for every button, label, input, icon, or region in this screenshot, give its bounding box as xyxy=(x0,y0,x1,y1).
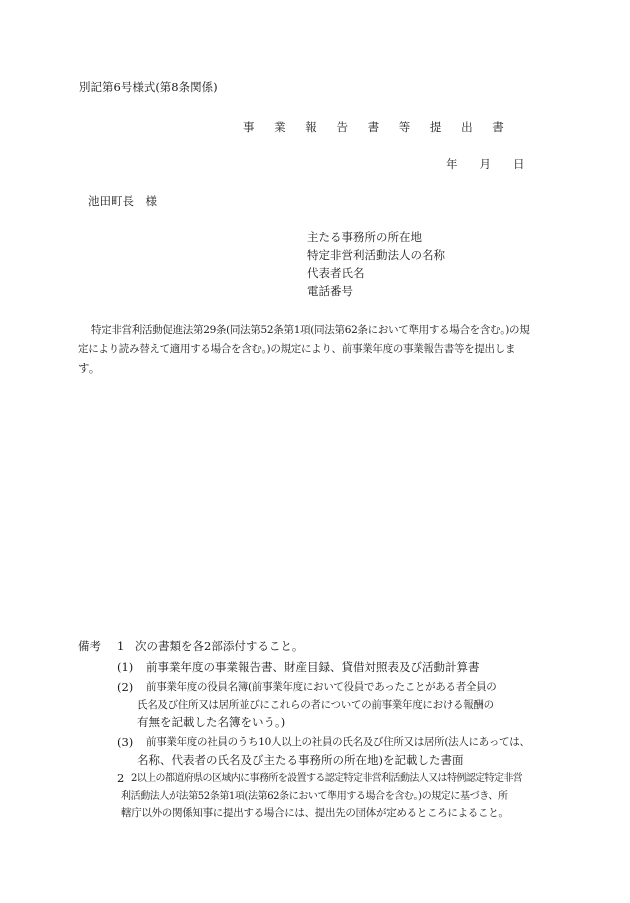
note-1-sub3-number: (3) xyxy=(117,735,134,749)
field-representative-name: 代表者氏名 xyxy=(307,266,365,280)
note-1-sub1-number: (1) xyxy=(117,660,134,674)
field-phone-number: 電話番号 xyxy=(307,284,353,298)
note-2-number: 2 xyxy=(117,771,125,785)
note-1-sub3-line-1: 前事業年度の社員のうち10人以上の社員の氏名及び住所又は居所(法人にあっては、 xyxy=(146,736,530,748)
notes-heading: 備考 xyxy=(78,639,101,653)
note-1-sub2-line-1: 前事業年度の役員名簿(前事業年度において役員であったことがある者全員の xyxy=(146,681,497,693)
document-title: 事 業 報 告 書 等 提 出 書 xyxy=(243,120,512,134)
note-1-sub2-number: (2) xyxy=(117,680,134,694)
form-label: 別記第6号様式(第8条関係) xyxy=(79,80,218,94)
note-1-number: 1 xyxy=(117,639,125,653)
note-1-sub1-text: 前事業年度の事業報告書、財産目録、貸借対照表及び活動計算書 xyxy=(146,660,480,674)
note-1-sub3-line-2: 名称、代表者の氏名及び主たる事務所の所在地)を記載した書面 xyxy=(137,753,464,767)
note-1-sub2-line-2: 氏名及び住所又は居所並びにこれらの者についての前事業年度における報酬の xyxy=(137,699,494,711)
note-2-line-2: 利活動法人が法第52条第1項(法第62条において準用する場合を含む。)の規定に基づき、所 xyxy=(121,791,508,802)
body-line-3: す。 xyxy=(78,361,101,375)
date-day: 日 xyxy=(513,157,525,171)
field-corporation-name: 特定非営利活動法人の名称 xyxy=(307,248,445,262)
body-line-1: 特定非営利活動促進法第29条(同法第52条第1項(同法第62条において準用する場合を含む。)の規 xyxy=(91,324,530,336)
field-office-address: 主たる事務所の所在地 xyxy=(307,230,422,244)
body-line-2: 定により読み替えて適用する場合を含む。)の規定により、前事業年度の事業報告書等を提出しま xyxy=(78,343,516,355)
note-1-sub2-line-3: 有無を記載した名簿をいう。) xyxy=(137,715,286,729)
note-2-line-1: 2以上の都道府県の区域内に事務所を設置する認定特定非営利活動法人又は特例認定特定非営 xyxy=(131,773,523,784)
note-2-line-3: 轄庁以外の関係知事に提出する場合には、提出先の団体が定めるところによること。 xyxy=(121,807,509,819)
date-year: 年 xyxy=(446,157,458,171)
addressee: 池田町長 様 xyxy=(88,194,157,208)
date-line xyxy=(446,157,525,172)
date-month: 月 xyxy=(479,157,491,171)
note-1-text: 次の書類を各2部添付すること。 xyxy=(135,639,304,653)
